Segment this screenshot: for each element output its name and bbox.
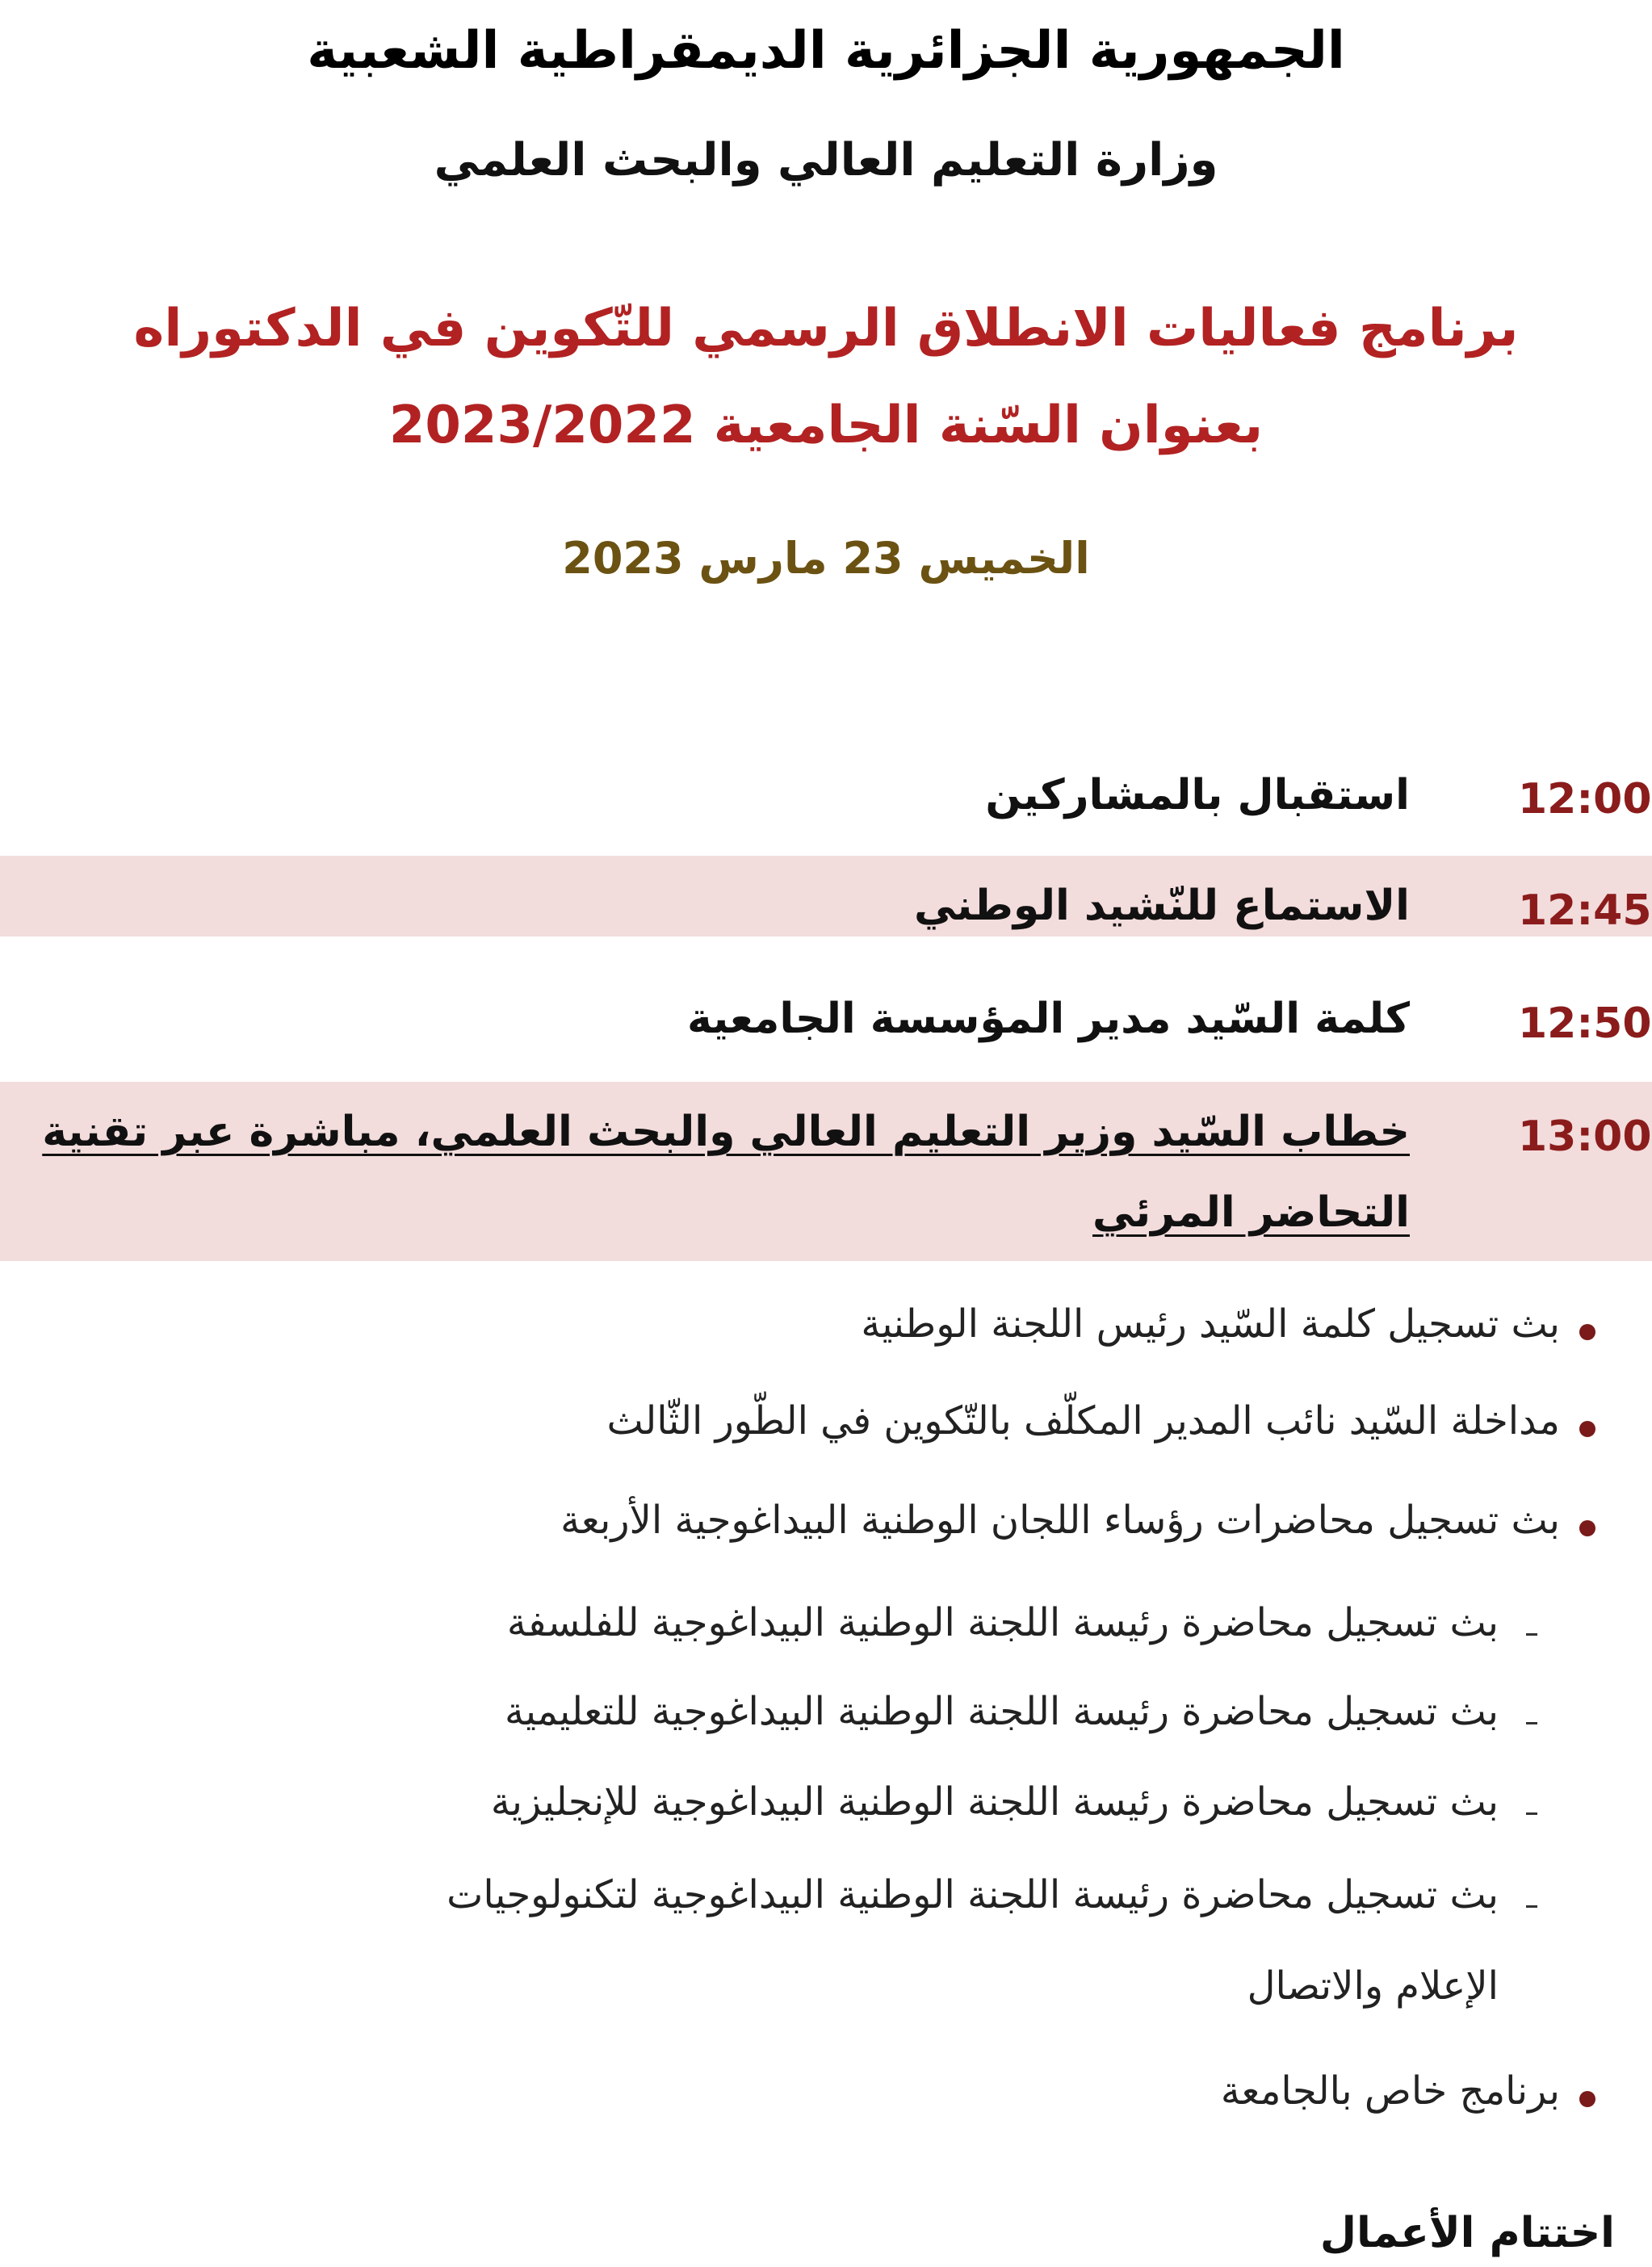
sub-item-continued: الإعلام والاتصال	[1247, 1963, 1499, 2009]
bullet-dot	[1579, 1421, 1595, 1437]
republic-heading: الجمهورية الجزائرية الديمقراطية الشعبية	[307, 21, 1345, 81]
sub-item: بث تسجيل محاضرة رئيسة اللجنة الوطنية البيداغوجية للتعليمية	[504, 1689, 1499, 1734]
closing-label: اختتام الأعمال	[1319, 2209, 1615, 2257]
sub-item: بث تسجيل محاضرة رئيسة اللجنة الوطنية البيداغوجية للفلسفة	[506, 1600, 1499, 1645]
ministry-heading: وزارة التعليم العالي والبحث العلمي	[434, 134, 1218, 186]
sub-item: بث تسجيل محاضرة رئيسة اللجنة الوطنية البيداغوجية للإنجليزية	[490, 1779, 1499, 1825]
schedule-time: 13:00	[1518, 1113, 1652, 1161]
bullet-dot	[1579, 1324, 1595, 1340]
bullet-item: بث تسجيل كلمة السّيد رئيس اللجنة الوطنية	[861, 1301, 1560, 1347]
dash-marker	[1526, 1905, 1537, 1908]
dash-marker	[1526, 1812, 1537, 1815]
bullet-dot	[1579, 2091, 1595, 2107]
schedule-item: استقبال بالمشاركين	[985, 771, 1410, 819]
program-title-line1: برنامج فعاليات الانطلاق الرسمي للتّكوين في الدكتوراه	[133, 299, 1519, 358]
bullet-item: برنامج خاص بالجامعة	[1220, 2068, 1560, 2114]
bullet-dot	[1579, 1520, 1595, 1536]
schedule-item: كلمة السّيد مدير المؤسسة الجامعية	[687, 995, 1410, 1043]
sub-item: بث تسجيل محاضرة رئيسة اللجنة الوطنية البيداغوجية لتكنولوجيات	[447, 1872, 1499, 1917]
event-date: الخميس 23 مارس 2023	[562, 533, 1090, 584]
bullet-item: مداخلة السّيد نائب المدير المكلّف بالتّكوين في الطّور الثّالث	[606, 1398, 1560, 1444]
schedule-item: الاستماع للنّشيد الوطني	[914, 882, 1410, 930]
schedule-item: خطاب السّيد وزير التعليم العالي والبحث العلمي، مباشرة عبر تقنية	[42, 1108, 1410, 1156]
schedule-time: 12:00	[1518, 775, 1652, 823]
schedule-time: 12:50	[1518, 999, 1652, 1048]
dash-marker	[1526, 1722, 1537, 1724]
bullet-item: بث تسجيل محاضرات رؤساء اللجان الوطنية البيداغوجية الأربعة	[560, 1498, 1560, 1543]
dash-marker	[1526, 1633, 1537, 1636]
schedule-item-continued: التحاضر المرئي	[1092, 1188, 1410, 1237]
program-title-line2: بعنوان السّنة الجامعية 2023/2022	[388, 396, 1264, 455]
schedule-time: 12:45	[1518, 886, 1652, 935]
